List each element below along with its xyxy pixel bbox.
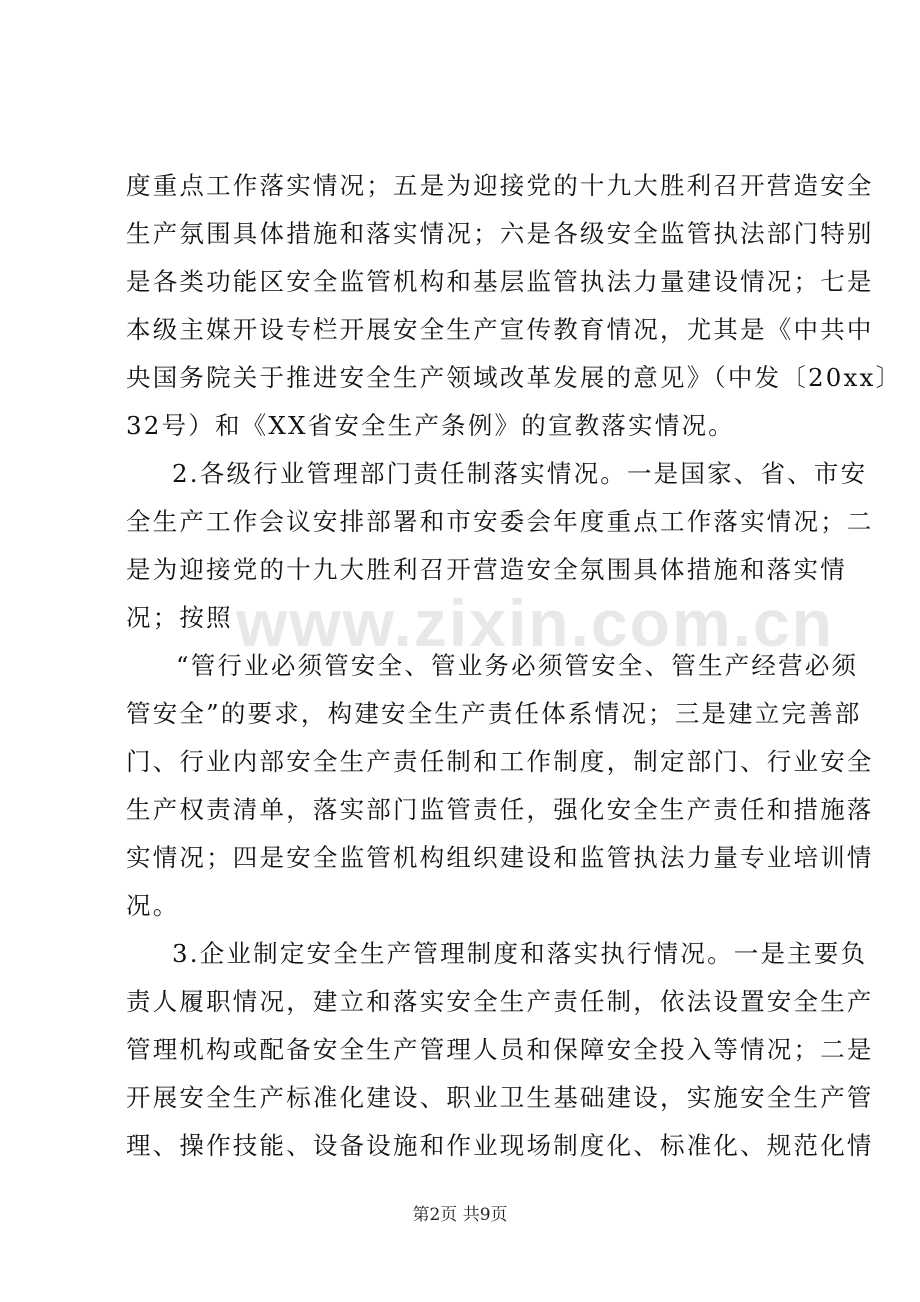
body-text-line: 门、行业内部安全生产责任制和工作制度，制定部门、行业安全	[126, 747, 874, 776]
body-text-line: 理、操作技能、设备设施和作业现场制度化、标准化、规范化情	[126, 1131, 874, 1160]
body-text-line: 度重点工作落实情况；五是为迎接党的十九大胜利召开营造安全	[126, 171, 874, 200]
body-text-line: 况；按照	[126, 603, 233, 632]
site-watermark: www.zixin.com.cn	[236, 586, 834, 660]
body-text-line: 管理机构或配备安全生产管理人员和保障安全投入等情况；二是	[126, 1035, 874, 1064]
body-text-line: 本级主媒开设专栏开展安全生产宣传教育情况，尤其是《中共中	[126, 315, 874, 344]
body-text-line: 是为迎接党的十九大胜利召开营造安全氛围具体措施和落实情	[126, 555, 847, 584]
body-text-line: 况。	[126, 891, 180, 920]
body-text-line: 管安全”的要求，构建安全生产责任体系情况；三是建立完善部	[126, 699, 862, 728]
body-text-line: 生产权责清单，落实部门监管责任，强化安全生产责任和措施落	[126, 795, 874, 824]
body-text-line: 实情况；四是安全监管机构组织建设和监管执法力量专业培训情	[126, 843, 874, 872]
body-text-line: 开展安全生产标准化建设、职业卫生基础建设，实施安全生产管	[126, 1083, 874, 1112]
body-text-line: 全生产工作会议安排部署和市安委会年度重点工作落实情况；二	[126, 507, 874, 536]
body-text-line: 32号）和《XX省安全生产条例》的宣教落实情况。	[126, 411, 735, 440]
quoted-text-line: “管行业必须管安全、管业务必须管安全、管生产经营必须	[176, 651, 859, 680]
body-text-line: 是各类功能区安全监管机构和基层监管执法力量建设情况；七是	[126, 267, 874, 296]
body-text-line: 责人履职情况，建立和落实安全生产责任制，依法设置安全生产	[126, 987, 874, 1016]
paragraph-2-start: 2.各级行业管理部门责任制落实情况。一是国家、省、市安	[172, 459, 868, 488]
body-text-line: 央国务院关于推进安全生产领域改革发展的意见》（中发〔20xx〕	[126, 363, 903, 392]
page-number-footer: 第2页 共9页	[412, 1205, 508, 1225]
body-text-line: 生产氛围具体措施和落实情况；六是各级安全监管执法部门特别	[126, 219, 874, 248]
paragraph-3-start: 3.企业制定安全生产管理制度和落实执行情况。一是主要负	[172, 939, 868, 968]
